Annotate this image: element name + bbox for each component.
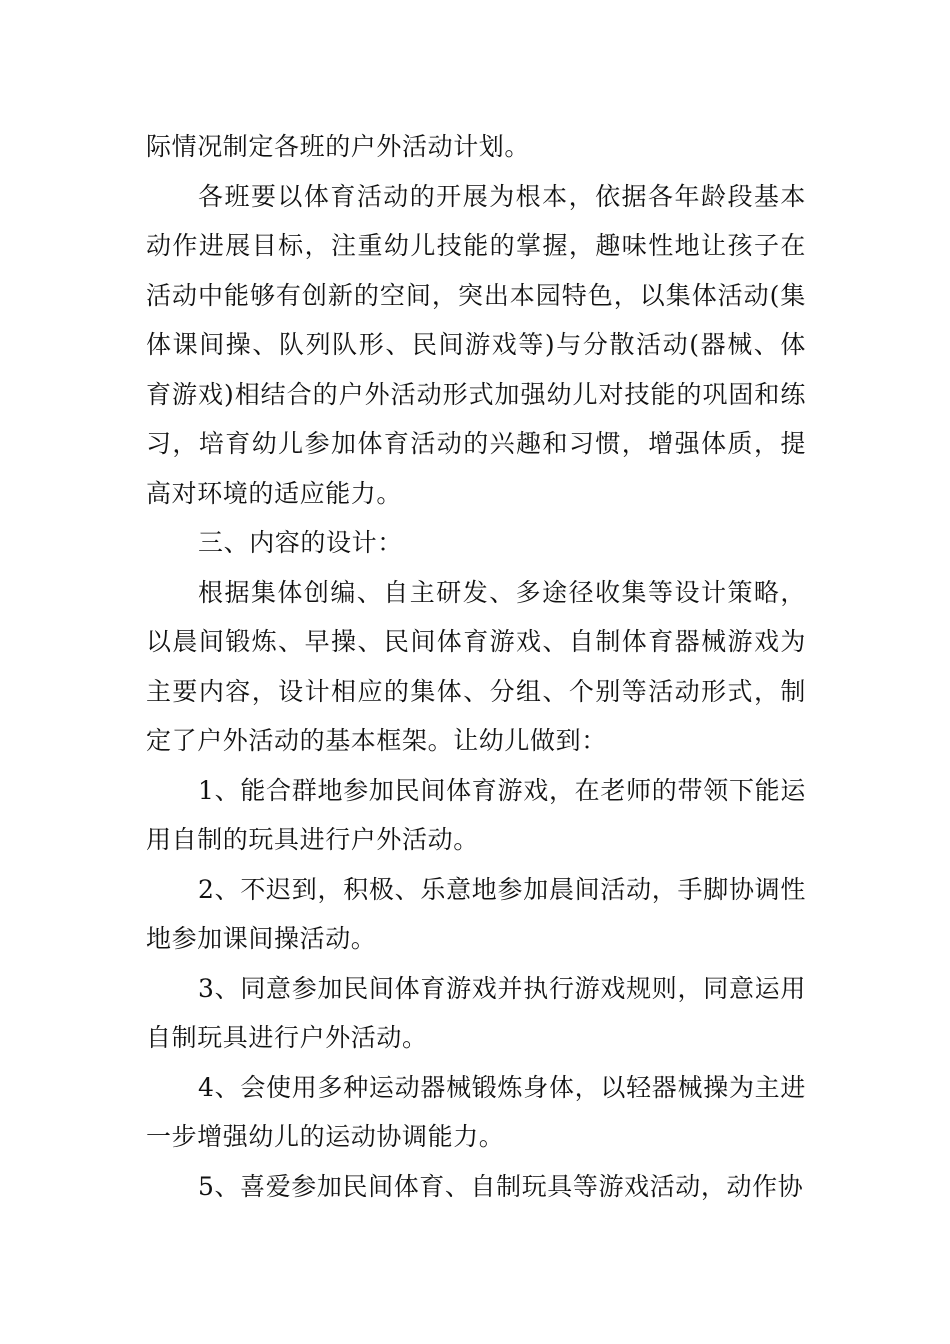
list-item-2: 2、不迟到，积极、乐意地参加晨间活动，手脚协调性地参加课间操活动。 (146, 874, 806, 953)
paragraph-3: 根据集体创编、自主研发、多途径收集等设计策略，以晨间锻炼、早操、民间体育游戏、自制体育器械游戏为主要内容，设计相应的集体、分组、个别等活动形式，制定了户外活动的基本框架。让幼儿做到： (146, 577, 806, 755)
list-item-3: 3、同意参加民间体育游戏并执行游戏规则，同意运用自制玩具进行户外活动。 (146, 973, 806, 1052)
paragraph-2: 各班要以体育活动的开展为根本，依据各年龄段基本动作进展目标，注重幼儿技能的掌握，趣味性地让孩子在活动中能够有创新的空间，突出本园特色，以集体活动(集体课间操、队列队形、民间游戏等)与分散活动(器械、体育游戏)相结合的户外活动形式加强幼儿对技能的巩固和练习，培育幼儿参加体育活动的兴趣和习惯，增强体质，提高对环境的适应能力。 (146, 181, 806, 508)
document-body (146, 122, 806, 1211)
list-item-4: 4、会使用多种运动器械锻炼身体，以轻器械操为主进一步增强幼儿的运动协调能力。 (146, 1072, 806, 1151)
list-item-1: 1、能合群地参加民间体育游戏，在老师的带领下能运用自制的玩具进行户外活动。 (146, 775, 806, 854)
list-item-5: 5、喜爱参加民间体育、自制玩具等游戏活动，动作协 (198, 1171, 804, 1201)
paragraph-1: 际情况制定各班的户外活动计划。 (146, 132, 531, 161)
section-heading: 三、内容的设计： (198, 528, 403, 557)
